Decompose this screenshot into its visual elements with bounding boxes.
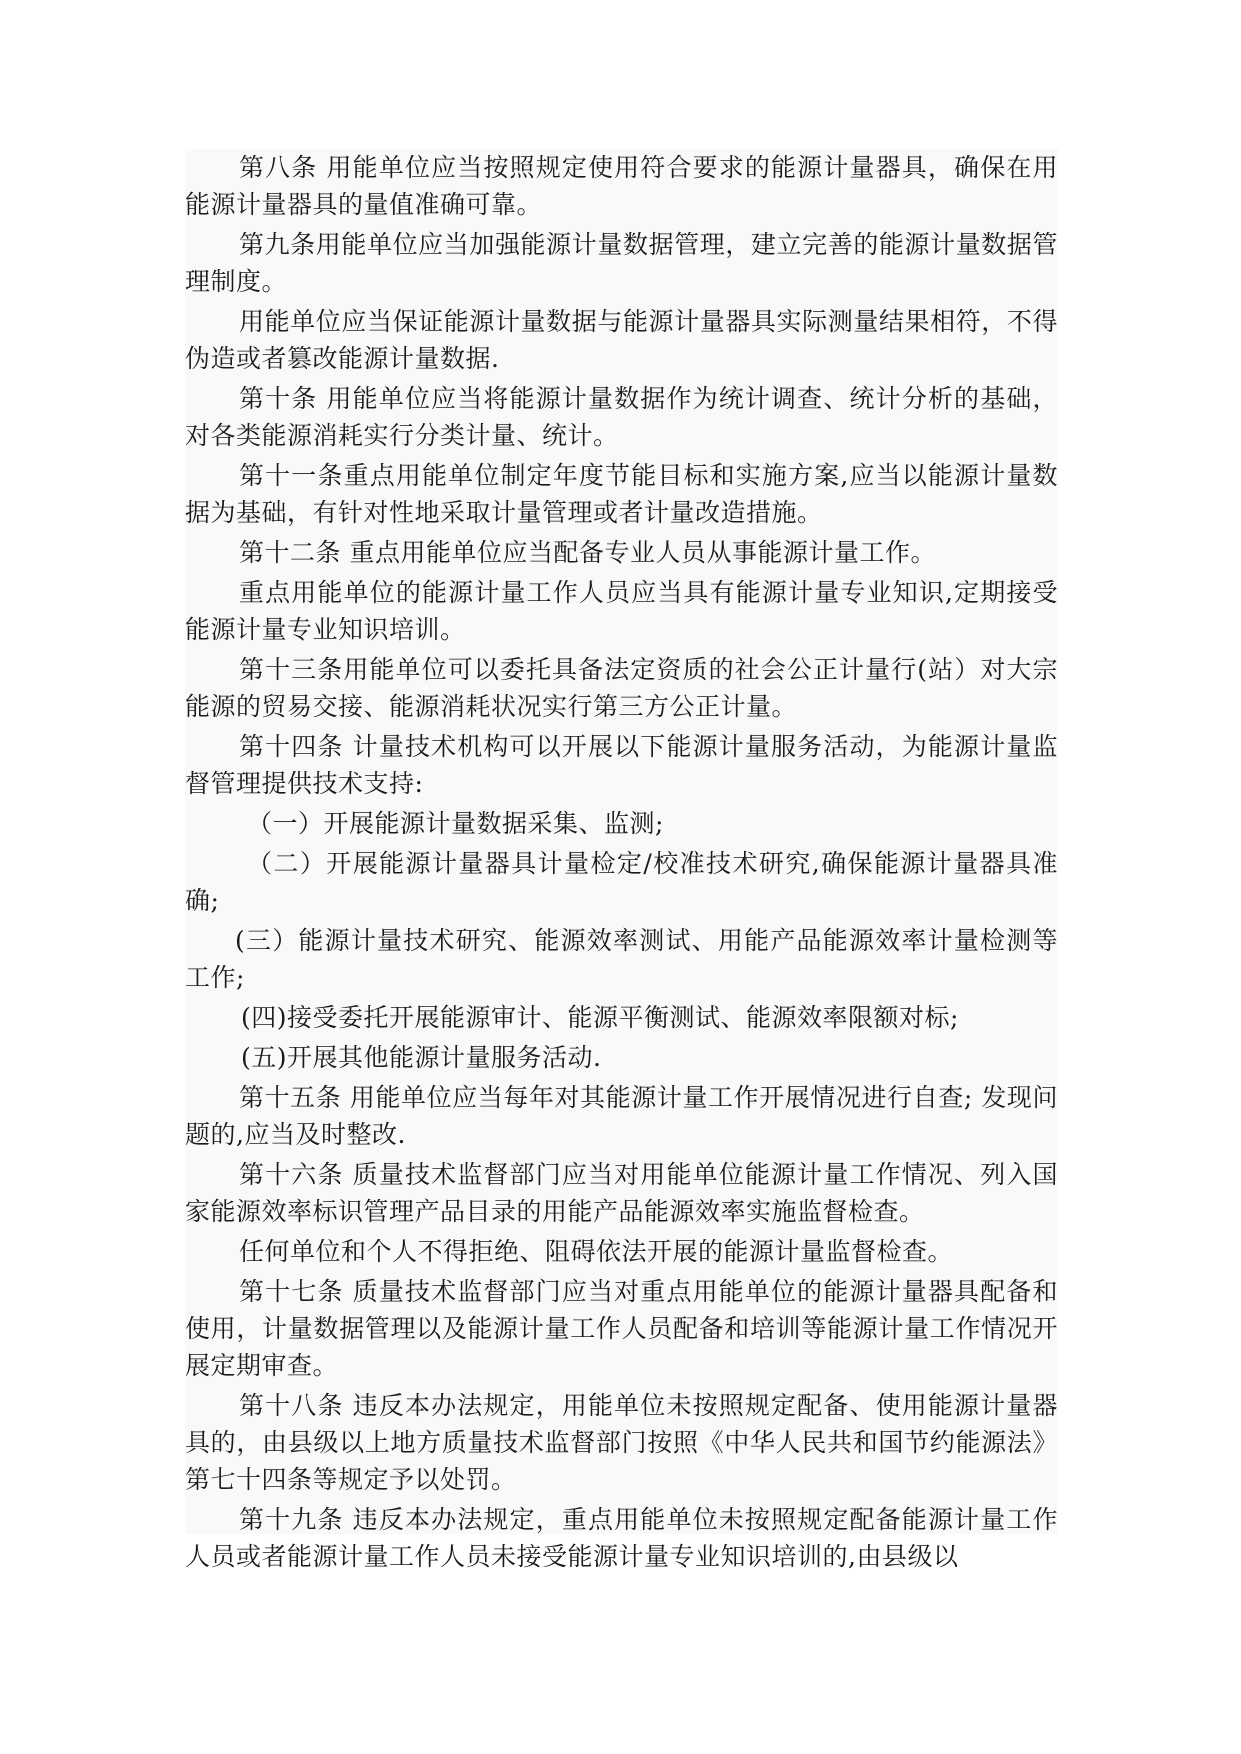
paragraph-article-13: 第十三条用能单位可以委托具备法定资质的社会公正计量行(站）对大宗能源的贸易交接、能源消耗状况实行第三方公正计量。 xyxy=(185,655,1058,721)
paragraph-article-12: 第十二条 重点用能单位应当配备专业人员从事能源计量工作。 xyxy=(239,538,936,567)
paragraph-article-10: 第十条 用能单位应当将能源计量数据作为统计调查、统计分析的基础，对各类能源消耗实行分类计量、统计。 xyxy=(185,384,1058,450)
list-item-4: (四)接受委托开展能源审计、能源平衡测试、能源效率限额对标; xyxy=(241,1003,959,1032)
document-body xyxy=(185,149,1058,1571)
paragraph-article-9: 第九条用能单位应当加强能源计量数据管理，建立完善的能源计量数据管理制度。 xyxy=(185,230,1058,296)
paragraph-article-12-clause: 重点用能单位的能源计量工作人员应当具有能源计量专业知识,定期接受能源计量专业知识培训。 xyxy=(185,578,1058,644)
paragraph-article-19: 第十九条 违反本办法规定，重点用能单位未按照规定配备能源计量工作人员或者能源计量工作人员未接受能源计量专业知识培训的,由县级以 xyxy=(185,1505,1058,1571)
paragraph-article-11: 第十一条重点用能单位制定年度节能目标和实施方案,应当以能源计量数据为基础，有针对性地采取计量管理或者计量改造措施。 xyxy=(185,461,1058,527)
list-item-2: （二）开展能源计量器具计量检定/校准技术研究,确保能源计量器具准确; xyxy=(185,849,1058,915)
paragraph-article-14: 第十四条 计量技术机构可以开展以下能源计量服务活动，为能源计量监督管理提供技术支持: xyxy=(185,732,1058,798)
list-item-5: (五)开展其他能源计量服务活动. xyxy=(241,1043,602,1072)
paragraph-article-9-clause: 用能单位应当保证能源计量数据与能源计量器具实际测量结果相符，不得伪造或者篡改能源计量数据. xyxy=(185,307,1058,373)
paragraph-article-16-clause: 任何单位和个人不得拒绝、阻碍依法开展的能源计量监督检查。 xyxy=(239,1237,954,1266)
list-item-1: （一）开展能源计量数据采集、监测; xyxy=(247,809,664,838)
paragraph-article-16: 第十六条 质量技术监督部门应当对用能单位能源计量工作情况、列入国家能源效率标识管理产品目录的用能产品能源效率实施监督检查。 xyxy=(185,1160,1058,1226)
list-item-3: (三）能源计量技术研究、能源效率测试、用能产品能源效率计量检测等工作; xyxy=(185,926,1058,992)
paragraph-article-15: 第十五条 用能单位应当每年对其能源计量工作开展情况进行自查; 发现问题的,应当及时整改. xyxy=(185,1083,1058,1149)
paragraph-article-8: 第八条 用能单位应当按照规定使用符合要求的能源计量器具，确保在用能源计量器具的量值准确可靠。 xyxy=(185,153,1058,219)
paragraph-article-18: 第十八条 违反本办法规定，用能单位未按照规定配备、使用能源计量器具的，由县级以上地方质量技术监督部门按照《中华人民共和国节约能源法》第七十四条等规定予以处罚。 xyxy=(185,1391,1058,1494)
paragraph-article-17: 第十七条 质量技术监督部门应当对重点用能单位的能源计量器具配备和使用，计量数据管理以及能源计量工作人员配备和培训等能源计量工作情况开展定期审查。 xyxy=(185,1277,1058,1380)
